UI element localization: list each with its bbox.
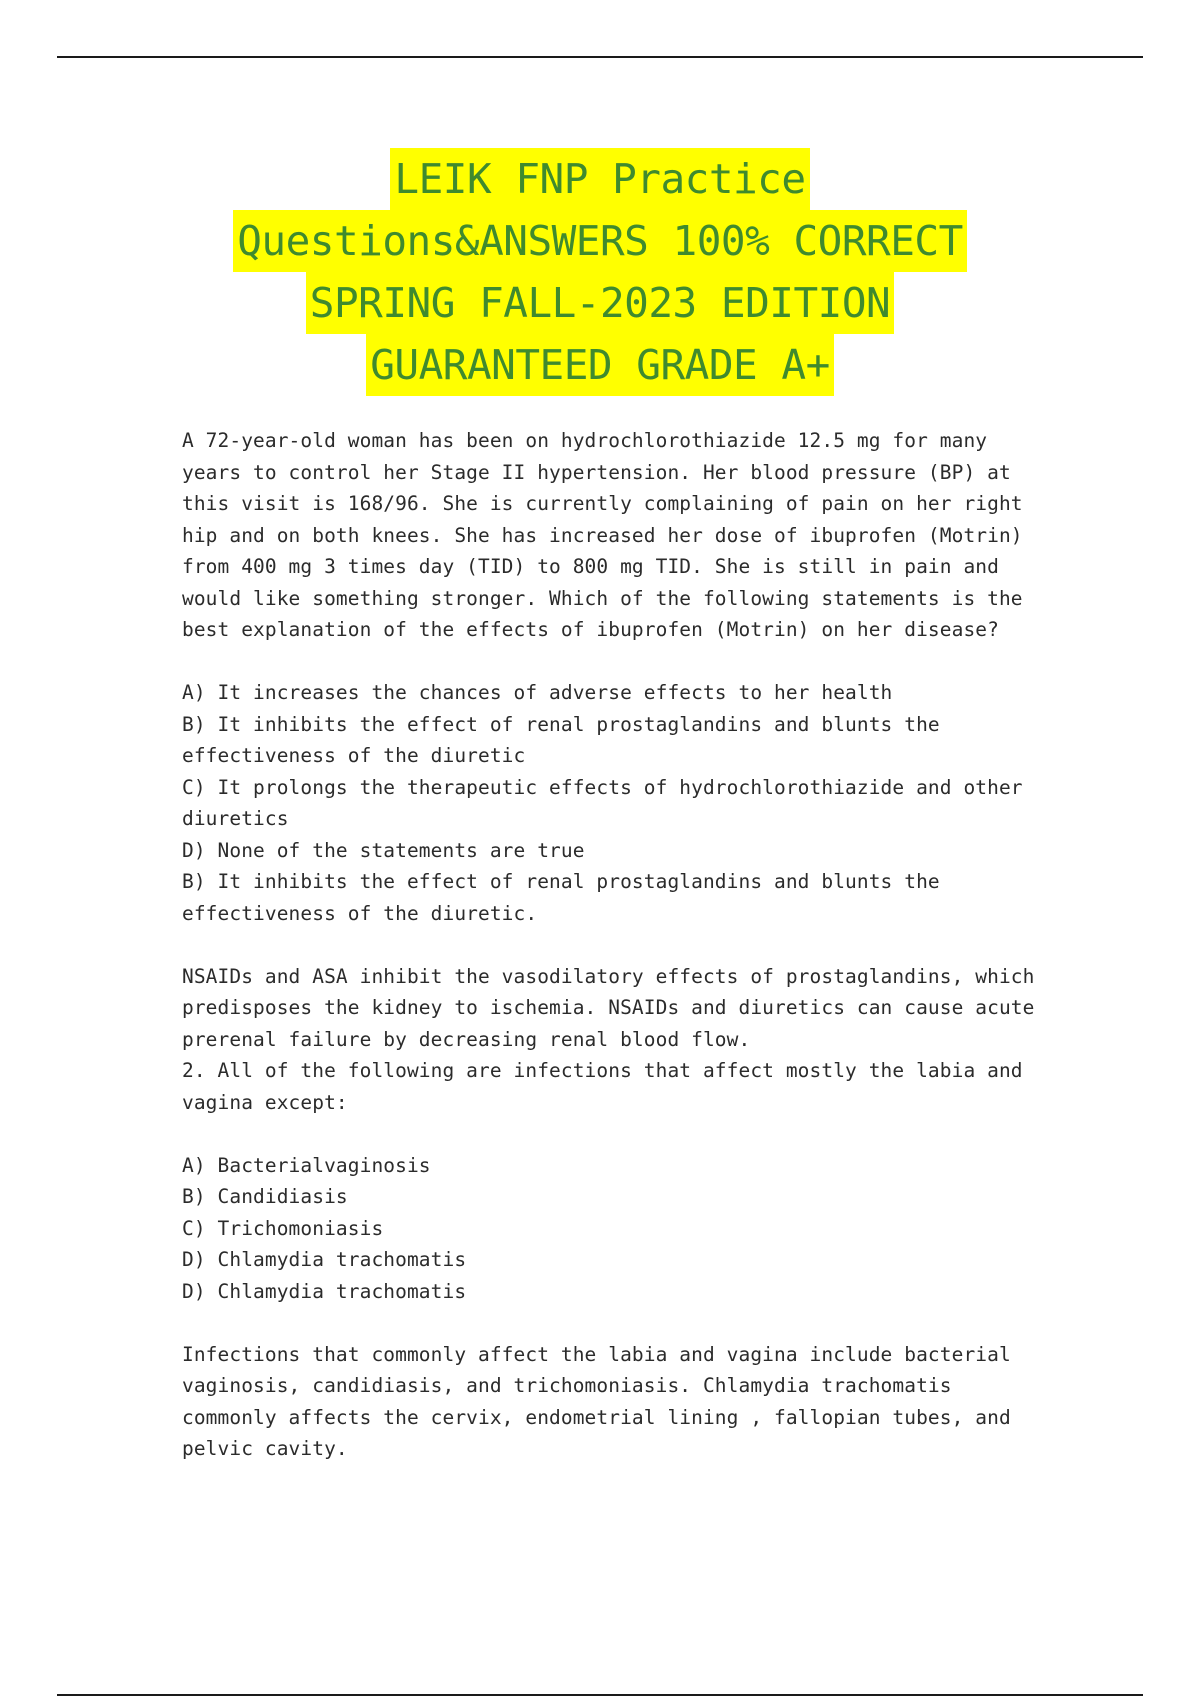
spacer xyxy=(182,929,1042,961)
document-title xyxy=(150,148,1050,396)
question-1-option-d: D) None of the statements are true xyxy=(182,838,585,862)
title-line-2: Questions&ANSWERS 100% CORRECT xyxy=(150,210,1050,272)
question-2-option-d: D) Chlamydia trachomatis xyxy=(182,1248,467,1271)
document-body xyxy=(182,425,1042,1465)
question-2-explanation: Infections that commonly affect the labia and vagina include bacterial vaginosis, candidiasis, and trichomoniasis. Chlamydia trachomatis commonly affects the cervix, endometrial lining , fallopian tubes, and pelvic cavity. xyxy=(182,1342,1011,1460)
title-line-3: SPRING FALL-2023 EDITION xyxy=(150,272,1050,334)
question-2-option-c: C) Trichomoniasis xyxy=(182,1216,384,1240)
top-rule xyxy=(57,56,1143,58)
spacer xyxy=(182,1118,1042,1150)
question-1-answer: B) It inhibits the effect of renal prostaglandins and blunts the effectiveness of the diuretic. xyxy=(182,870,940,925)
title-line-1: LEIK FNP Practice xyxy=(150,148,1050,210)
question-2-option-b: B) Candidiasis xyxy=(182,1185,348,1208)
question-2-answer: D) Chlamydia trachomatis xyxy=(182,1279,467,1303)
question-1-stem: A 72-year-old woman has been on hydrochlorothiazide 12.5 mg for many years to control her Stage II hypertension. Her blood pressure (BP) at this visit is 168/96. She is currently complaining of pain on her right hip and on both knees. She has increased her dose of ibuprofen (Motrin) from 400 mg 3 times day (TID) to 800 mg TID. She is still in pain and would like something stronger. Which of the following statements is the best explanation of the effects of ibuprofen (Motrin) on her disease? xyxy=(182,429,1023,641)
bottom-rule xyxy=(57,1694,1143,1696)
question-2-option-a: A) Bacterialvaginosis xyxy=(182,1153,431,1177)
spacer xyxy=(182,646,1042,678)
question-1-explanation: NSAIDs and ASA inhibit the vasodilatory effects of prostaglandins, which predisposes the kidney to ischemia. NSAIDs and diuretics can cause acute prerenal failure by decreasing renal blood flow. xyxy=(182,964,1035,1051)
question-2-stem: 2. All of the following are infections that affect mostly the labia and vagina except: xyxy=(182,1059,1023,1114)
spacer xyxy=(182,1307,1042,1339)
question-1-option-c: C) It prolongs the therapeutic effects of hydrochlorothiazide and other diuretics xyxy=(182,775,1023,830)
title-line-4: GUARANTEED GRADE A+ xyxy=(150,334,1050,396)
question-1-option-a: A) It increases the chances of adverse effects to her health xyxy=(182,681,893,704)
question-1-option-b: B) It inhibits the effect of renal prostaglandins and blunts the effectiveness of the diuretic xyxy=(182,712,940,767)
